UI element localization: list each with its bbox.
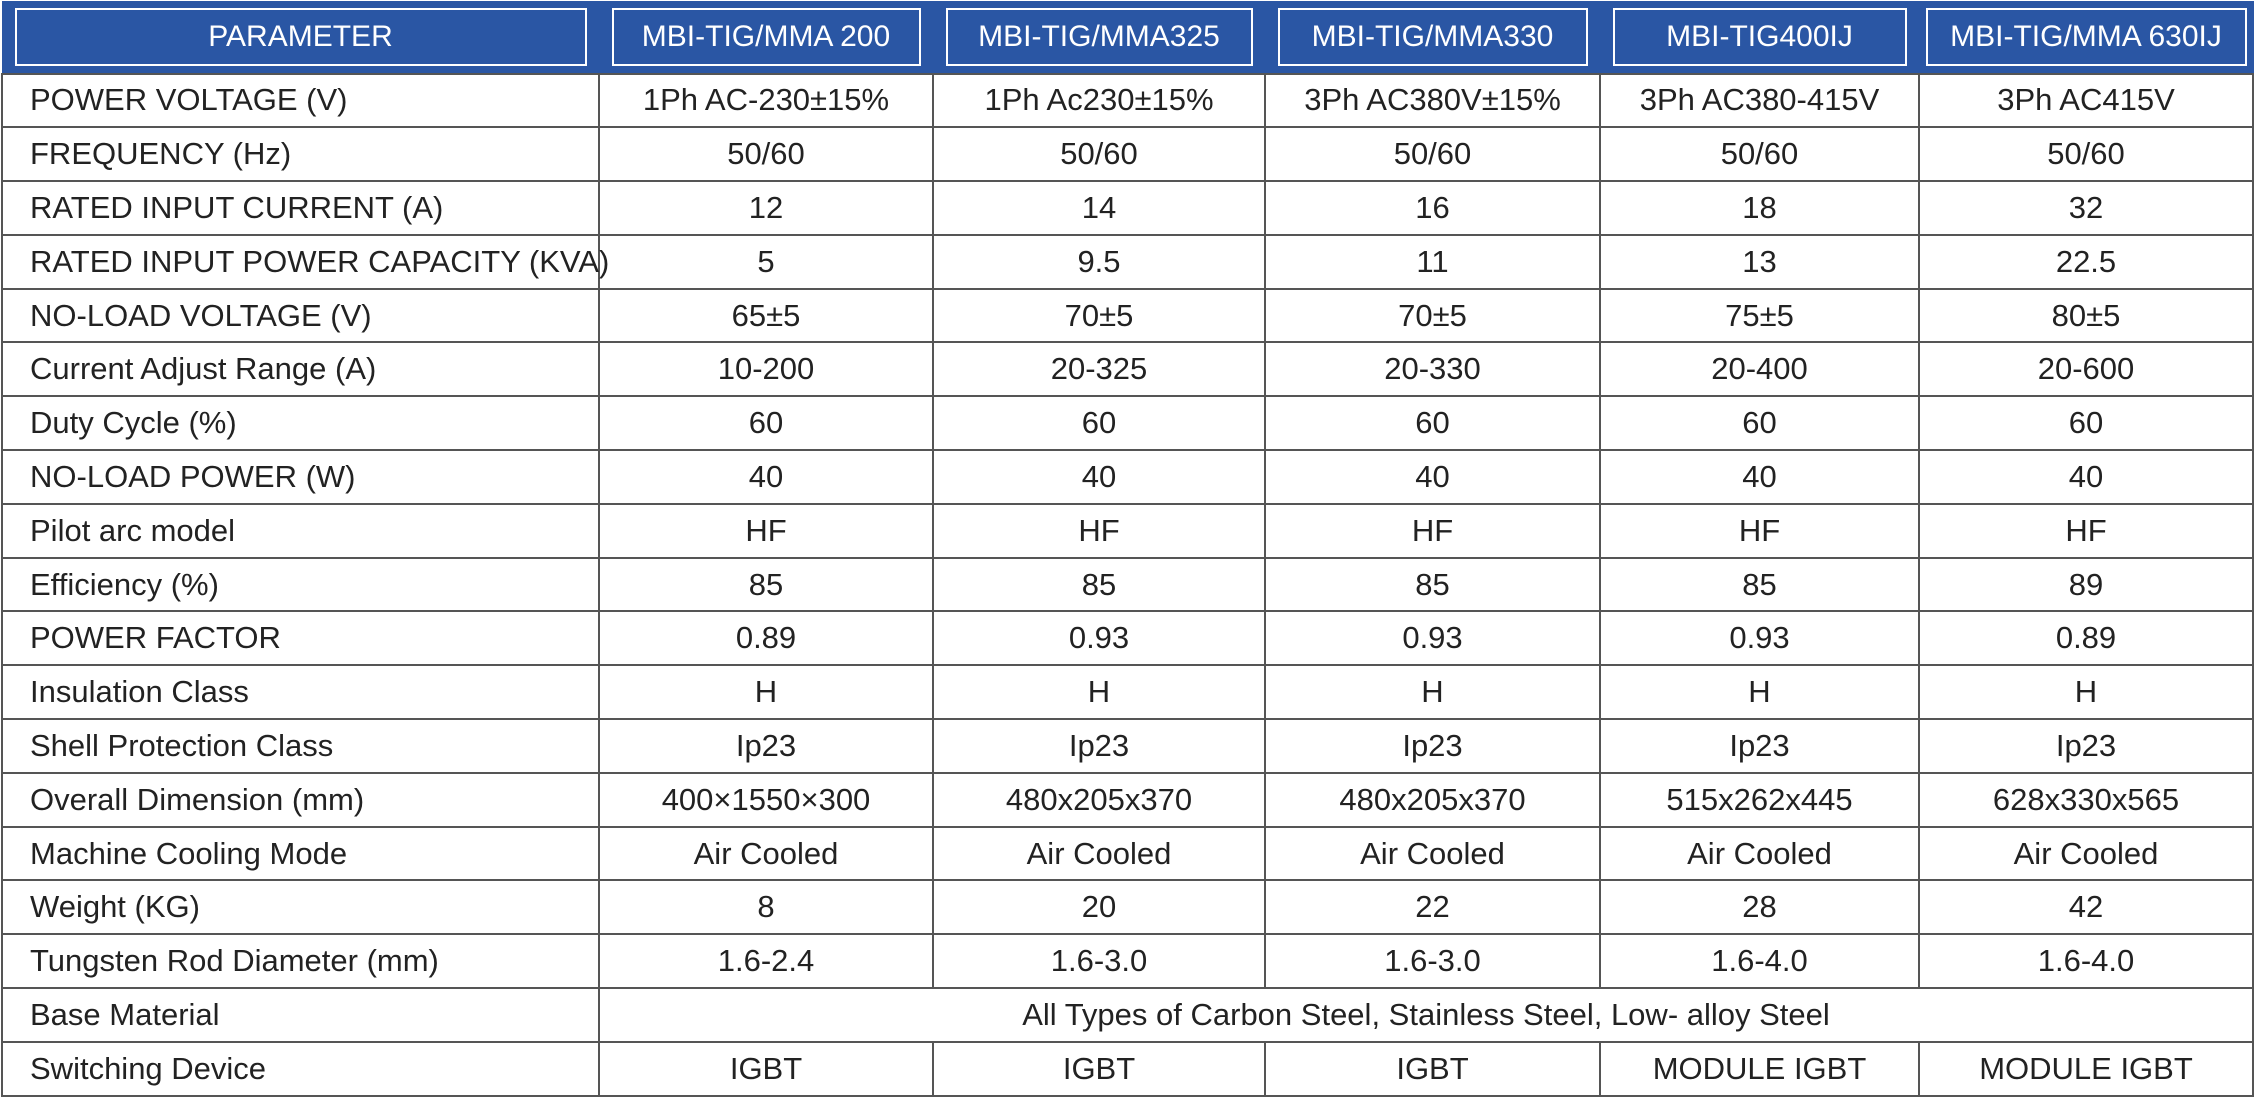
- value-cell: Air Cooled: [1600, 827, 1919, 881]
- value-cell: 1.6-4.0: [1919, 934, 2253, 988]
- value-cell: 1.6-2.4: [599, 934, 933, 988]
- table-row: [2, 235, 2253, 289]
- value-cell: Air Cooled: [599, 827, 933, 881]
- value-cell: 1Ph AC-230±15%: [599, 74, 933, 128]
- value-cell: 50/60: [933, 127, 1265, 181]
- table-row: [2, 504, 2253, 558]
- parameter-cell: Overall Dimension (mm): [2, 773, 599, 827]
- parameter-cell: NO-LOAD VOLTAGE (V): [2, 289, 599, 343]
- parameter-cell: Efficiency (%): [2, 558, 599, 612]
- value-cell: 22.5: [1919, 235, 2253, 289]
- value-cell: 3Ph AC380-415V: [1600, 74, 1919, 128]
- value-cell: HF: [599, 504, 933, 558]
- value-cell: Ip23: [933, 719, 1265, 773]
- value-cell: MODULE IGBT: [1919, 1042, 2253, 1096]
- header-cell-model: [599, 2, 933, 74]
- value-cell: 40: [1919, 450, 2253, 504]
- value-cell: 50/60: [1265, 127, 1600, 181]
- value-cell: 628x330x565: [1919, 773, 2253, 827]
- value-cell: 13: [1600, 235, 1919, 289]
- value-cell: 60: [1600, 396, 1919, 450]
- value-cell: 480x205x370: [933, 773, 1265, 827]
- parameter-cell: Current Adjust Range (A): [2, 342, 599, 396]
- value-cell: Ip23: [1600, 719, 1919, 773]
- spec-table: [1, 1, 2254, 1097]
- value-cell: H: [599, 665, 933, 719]
- parameter-cell: Duty Cycle (%): [2, 396, 599, 450]
- table-row: [2, 127, 2253, 181]
- value-cell: H: [1919, 665, 2253, 719]
- value-cell: 18: [1600, 181, 1919, 235]
- header-cell-model: [1265, 2, 1600, 74]
- value-cell: IGBT: [933, 1042, 1265, 1096]
- value-cell: 0.93: [933, 611, 1265, 665]
- parameter-cell: POWER VOLTAGE (V): [2, 74, 599, 128]
- table-row: [2, 988, 2253, 1042]
- value-cell: 40: [1265, 450, 1600, 504]
- value-cell: 400×1550×300: [599, 773, 933, 827]
- value-cell: MODULE IGBT: [1600, 1042, 1919, 1096]
- parameter-cell: Switching Device: [2, 1042, 599, 1096]
- value-cell: 0.89: [1919, 611, 2253, 665]
- value-cell: 20-600: [1919, 342, 2253, 396]
- value-cell: 40: [599, 450, 933, 504]
- value-cell: H: [933, 665, 1265, 719]
- value-cell: 14: [933, 181, 1265, 235]
- value-cell: Ip23: [599, 719, 933, 773]
- value-cell: 85: [599, 558, 933, 612]
- value-cell: IGBT: [599, 1042, 933, 1096]
- table-row: [2, 558, 2253, 612]
- value-cell: 16: [1265, 181, 1600, 235]
- parameter-cell: Tungsten Rod Diameter (mm): [2, 934, 599, 988]
- table-row: [2, 773, 2253, 827]
- value-cell: 40: [933, 450, 1265, 504]
- table-row: [2, 719, 2253, 773]
- value-cell: 85: [1265, 558, 1600, 612]
- table-row: [2, 880, 2253, 934]
- value-cell: Air Cooled: [1265, 827, 1600, 881]
- header-label: PARAMETER: [15, 8, 587, 66]
- parameter-cell: NO-LOAD POWER (W): [2, 450, 599, 504]
- value-cell: 20: [933, 880, 1265, 934]
- value-cell: 515x262x445: [1600, 773, 1919, 827]
- header-cell-model: [1919, 2, 2253, 74]
- value-cell: Air Cooled: [933, 827, 1265, 881]
- value-cell: 32: [1919, 181, 2253, 235]
- value-cell: 50/60: [1919, 127, 2253, 181]
- value-cell: HF: [1600, 504, 1919, 558]
- table-row: [2, 934, 2253, 988]
- parameter-cell: Base Material: [2, 988, 599, 1042]
- value-cell: Ip23: [1265, 719, 1600, 773]
- value-cell: Air Cooled: [1919, 827, 2253, 881]
- value-cell: 20-325: [933, 342, 1265, 396]
- value-cell: 50/60: [1600, 127, 1919, 181]
- table-row: [2, 74, 2253, 128]
- parameter-cell: RATED INPUT POWER CAPACITY (KVA): [2, 235, 599, 289]
- value-cell: HF: [1265, 504, 1600, 558]
- value-cell: 11: [1265, 235, 1600, 289]
- value-cell: IGBT: [1265, 1042, 1600, 1096]
- header-label: MBI-TIG/MMA330: [1278, 8, 1588, 66]
- value-cell: 1Ph Ac230±15%: [933, 74, 1265, 128]
- value-cell: 60: [599, 396, 933, 450]
- parameter-cell: FREQUENCY (Hz): [2, 127, 599, 181]
- spec-table-body: [2, 74, 2253, 1096]
- value-cell: 85: [1600, 558, 1919, 612]
- header-cell-parameter: [2, 2, 599, 74]
- value-cell: 1.6-3.0: [933, 934, 1265, 988]
- parameter-cell: Shell Protection Class: [2, 719, 599, 773]
- value-cell: H: [1600, 665, 1919, 719]
- value-cell: 0.89: [599, 611, 933, 665]
- value-cell: 75±5: [1600, 289, 1919, 343]
- value-cell: 0.93: [1600, 611, 1919, 665]
- table-row: [2, 450, 2253, 504]
- value-cell: 3Ph AC380V±15%: [1265, 74, 1600, 128]
- value-cell: 20-400: [1600, 342, 1919, 396]
- value-cell: 28: [1600, 880, 1919, 934]
- value-cell: 65±5: [599, 289, 933, 343]
- header-row: [2, 2, 2253, 74]
- value-cell: HF: [1919, 504, 2253, 558]
- value-cell: 8: [599, 880, 933, 934]
- value-cell: 89: [1919, 558, 2253, 612]
- value-cell: 80±5: [1919, 289, 2253, 343]
- table-row: [2, 396, 2253, 450]
- value-cell: 0.93: [1265, 611, 1600, 665]
- value-cell: 42: [1919, 880, 2253, 934]
- merged-value-cell: All Types of Carbon Steel, Stainless Steel, Low- alloy Steel: [599, 988, 2253, 1042]
- parameter-cell: Weight (KG): [2, 880, 599, 934]
- parameter-cell: Machine Cooling Mode: [2, 827, 599, 881]
- header-cell-model: [933, 2, 1265, 74]
- spec-table-header: [2, 2, 2253, 74]
- value-cell: 3Ph AC415V: [1919, 74, 2253, 128]
- value-cell: 40: [1600, 450, 1919, 504]
- value-cell: 12: [599, 181, 933, 235]
- header-label: MBI-TIG/MMA325: [946, 8, 1253, 66]
- table-row: [2, 342, 2253, 396]
- value-cell: 50/60: [599, 127, 933, 181]
- header-cell-model: [1600, 2, 1919, 74]
- value-cell: 480x205x370: [1265, 773, 1600, 827]
- value-cell: 60: [1919, 396, 2253, 450]
- value-cell: 60: [933, 396, 1265, 450]
- table-row: [2, 289, 2253, 343]
- parameter-cell: Pilot arc model: [2, 504, 599, 558]
- value-cell: 70±5: [933, 289, 1265, 343]
- table-row: [2, 665, 2253, 719]
- parameter-cell: POWER FACTOR: [2, 611, 599, 665]
- value-cell: Ip23: [1919, 719, 2253, 773]
- table-row: [2, 1042, 2253, 1096]
- value-cell: 22: [1265, 880, 1600, 934]
- parameter-cell: RATED INPUT CURRENT (A): [2, 181, 599, 235]
- parameter-cell: Insulation Class: [2, 665, 599, 719]
- value-cell: HF: [933, 504, 1265, 558]
- value-cell: 70±5: [1265, 289, 1600, 343]
- value-cell: H: [1265, 665, 1600, 719]
- value-cell: 5: [599, 235, 933, 289]
- header-label: MBI-TIG400IJ: [1613, 8, 1907, 66]
- table-row: [2, 611, 2253, 665]
- header-label: MBI-TIG/MMA 200: [612, 8, 921, 66]
- value-cell: 1.6-4.0: [1600, 934, 1919, 988]
- value-cell: 20-330: [1265, 342, 1600, 396]
- header-label: MBI-TIG/MMA 630IJ: [1926, 8, 2247, 66]
- value-cell: 9.5: [933, 235, 1265, 289]
- value-cell: 60: [1265, 396, 1600, 450]
- value-cell: 85: [933, 558, 1265, 612]
- table-row: [2, 827, 2253, 881]
- table-row: [2, 181, 2253, 235]
- value-cell: 1.6-3.0: [1265, 934, 1600, 988]
- value-cell: 10-200: [599, 342, 933, 396]
